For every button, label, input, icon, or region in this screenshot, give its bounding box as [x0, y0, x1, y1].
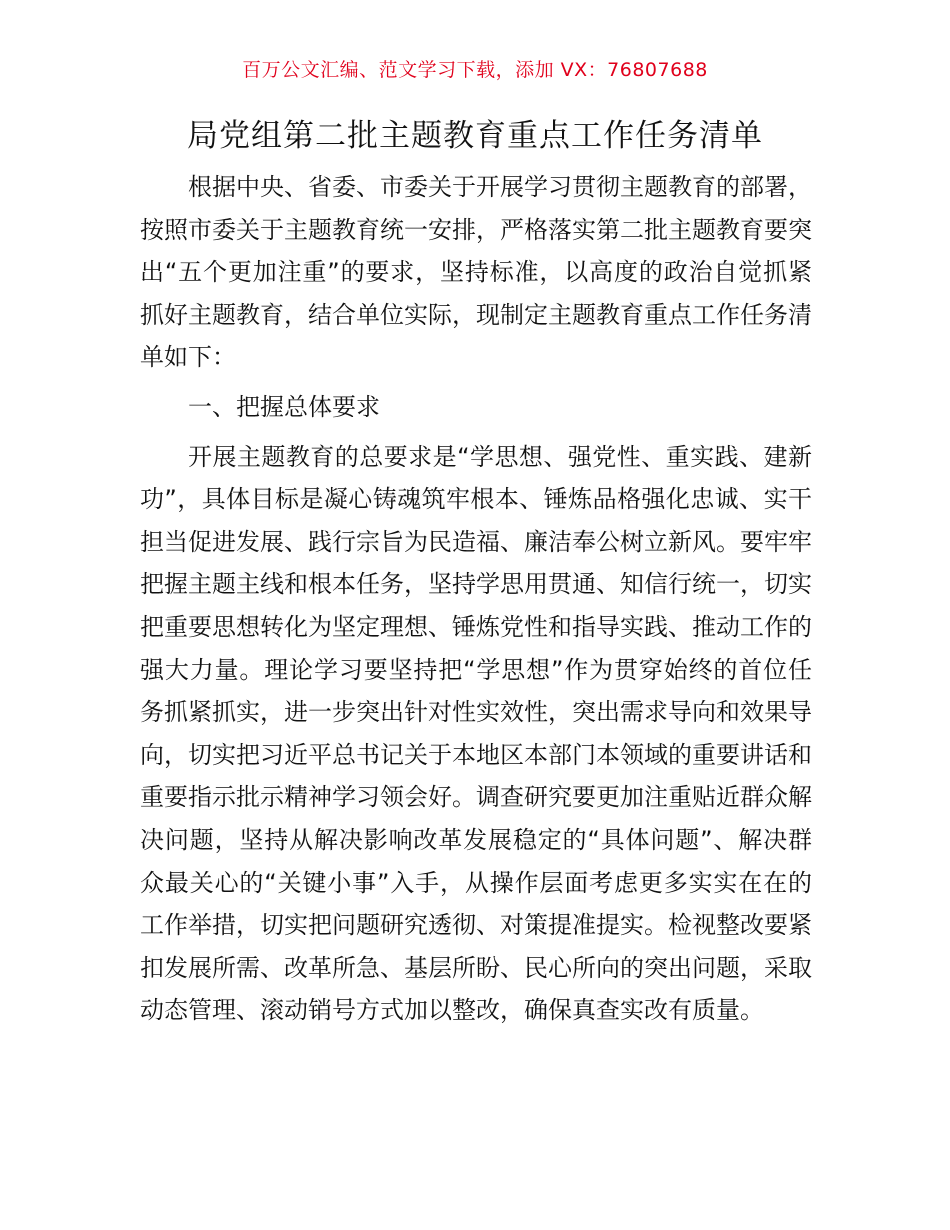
header-watermark: 百万公文汇编、范文学习下载，添加 VX：76807688 [242, 59, 708, 81]
intro-paragraph: 根据中央、省委、市委关于开展学习贯彻主题教育的部署，按照市委关于主题教育统一安排，严格落实第二批主题教育要突出“五个更加注重”的要求，坚持标准，以高度的政治自觉抓紧抓好主题教育，结合单位实际，现制定主题教育重点工作任务清单如下： [140, 173, 812, 372]
document-body [140, 166, 812, 1032]
document-title: 局党组第二批主题教育重点工作任务清单 [187, 118, 763, 154]
section-heading-1: 一、把握总体要求 [188, 392, 380, 421]
section-paragraph-1: 开展主题教育的总要求是“学思想、强党性、重实践、建新功”，具体目标是凝心铸魂筑牢根本、锤炼品格强化忠诚、实干担当促进发展、践行宗旨为民造福、廉洁奉公树立新风。要牢牢把握主题主线和根本任务，坚持学思用贯通、知信行统一，切实把重要思想转化为坚定理想、锤炼党性和指导实践、推动工作的强大力量。理论学习要坚持把“学思想”作为贯穿始终的首位任务抓紧抓实，进一步突出针对性实效性，突出需求导向和效果导向，切实把习近平总书记关于本地区本部门本领域的重要讲话和重要指示批示精神学习领会好。调查研究要更加注重贴近群众解决问题，坚持从解决影响改革发展稳定的“具体问题”、解决群众最关心的“关键小事”入手，从操作层面考虑更多实实在在的工作举措，切实把问题研究透彻、对策提准提实。检视整改要紧扣发展所需、改革所急、基层所盼、民心所向的突出问题，采取动态管理、滚动销号方式加以整改，确保真查实改有质量。 [140, 442, 812, 1025]
